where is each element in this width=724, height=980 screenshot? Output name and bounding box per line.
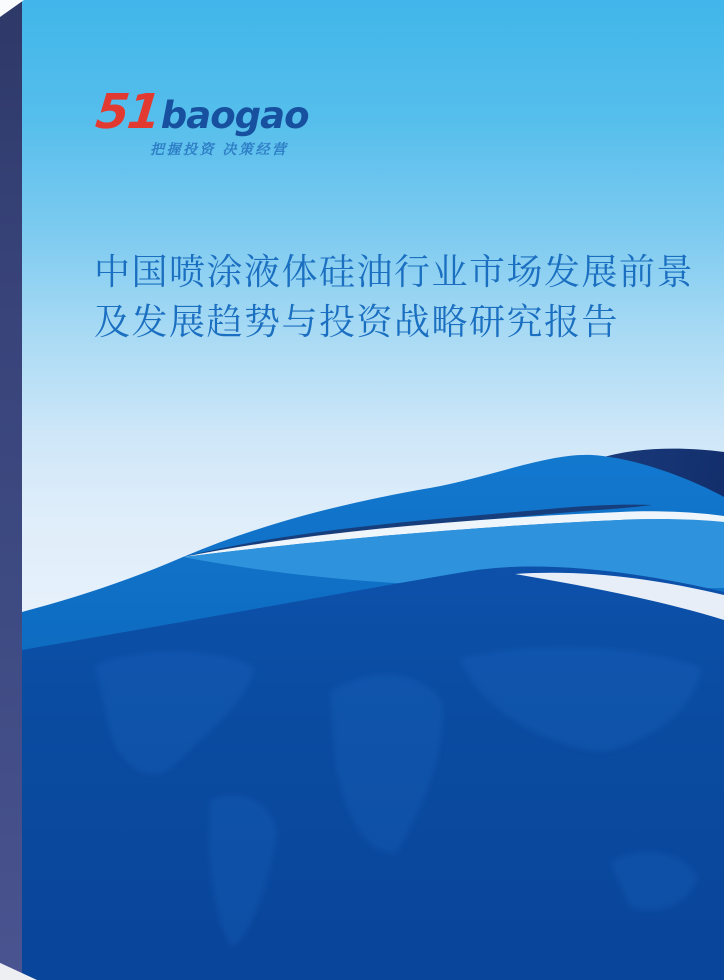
logo-wordmark: baogao [160,94,309,137]
title-line-1: 中国喷涂液体硅油行业市场发展前景 [94,251,695,292]
logo-51-mark: 51 [93,84,162,140]
logo-slogan: 把握投资 决策经营 [150,141,289,157]
report-title [94,247,694,347]
logo [93,84,309,159]
title-line-2: 及发展趋势与投资战略研究报告 [94,301,620,342]
